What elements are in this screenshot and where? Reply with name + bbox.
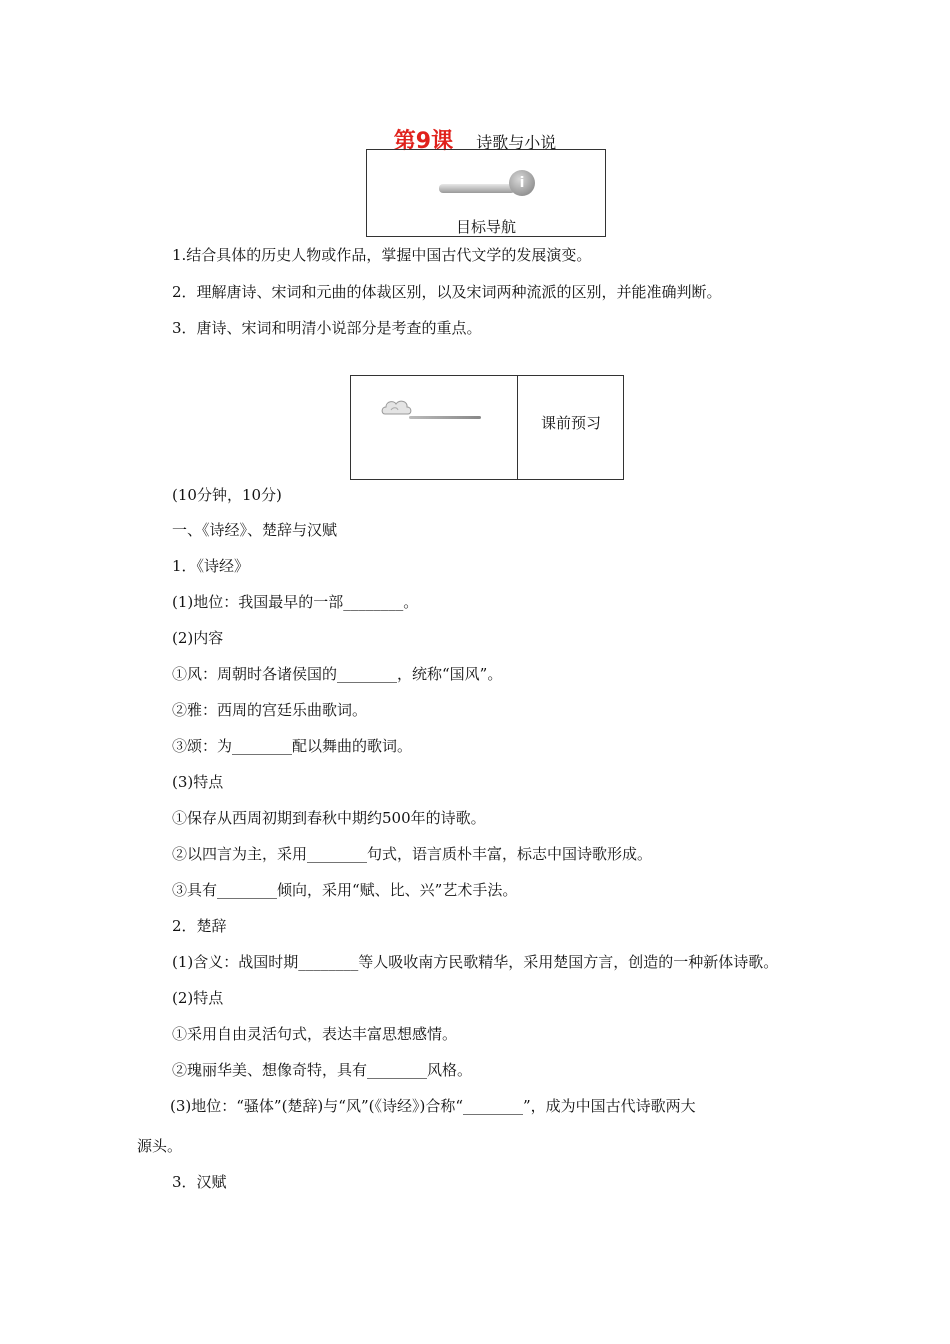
lesson-title: 诗歌与小说 [476,133,557,152]
target-nav-box [366,149,606,237]
chuci-position-line-1: (3)地位：“骚体”(楚辞)与“风”(《诗经》)合称“________”，成为中国古代诗歌两大 [170,1097,696,1115]
shijing-content-heading: (2)内容 [172,629,224,647]
shijing-feature-3: ③具有________倾向，采用“赋、比、兴”艺术手法。 [172,881,518,899]
subsection-heading-chuci: 2．楚辞 [172,917,227,935]
subsection-heading-hanfu: 3．汉赋 [172,1173,227,1191]
shijing-feature-2: ②以四言为主，采用________句式，语言质朴丰富，标志中国诗歌形成。 [172,845,653,863]
shijing-content-song: ③颂：为________配以舞曲的歌词。 [172,737,413,755]
time-score: (10分钟，10分) [172,486,282,504]
objective-3: 3．唐诗、宋词和明清小说部分是考查的重点。 [172,319,482,337]
shijing-position: (1)地位：我国最早的一部________。 [172,593,419,611]
objective-1: 1.结合具体的历史人物或作品，掌握中国古代文学的发展演变。 [172,246,592,264]
objective-2: 2．理解唐诗、宋词和元曲的体裁区别，以及宋词两种流派的区别，并能准确判断。 [172,283,722,301]
section-heading: 一、《诗经》、楚辞与汉赋 [172,521,338,539]
lesson-number: 第9课 [393,129,454,154]
target-nav-label: 目标导航 [455,218,516,236]
shijing-content-ya: ②雅：西周的宫廷乐曲歌词。 [172,701,368,719]
chuci-feature-2: ②瑰丽华美、想像奇特，具有________风格。 [172,1061,473,1079]
chuci-position-line-2: 源头。 [137,1137,183,1155]
shijing-features-heading: (3)特点 [172,773,224,791]
subsection-heading-shijing: 1．《诗经》 [172,557,250,575]
chuci-feature-1: ①采用自由灵活句式，表达丰富思想感情。 [172,1025,458,1043]
shijing-content-feng: ①风：周朝时各诸侯国的________，统称“国风”。 [172,665,503,683]
preview-decor-line [409,416,481,419]
target-nav-bar [439,184,515,193]
chuci-features-heading: (2)特点 [172,989,224,1007]
info-bubble-icon: i [509,170,535,196]
preview-box [350,375,624,480]
shijing-feature-1: ①保存从西周初期到春秋中期约500年的诗歌。 [172,809,486,827]
chuci-meaning: (1)含义：战国时期________等人吸收南方民歌精华，采用楚国方言，创造的一种新体诗歌。 [172,953,779,971]
preview-label: 课前预习 [540,414,601,432]
